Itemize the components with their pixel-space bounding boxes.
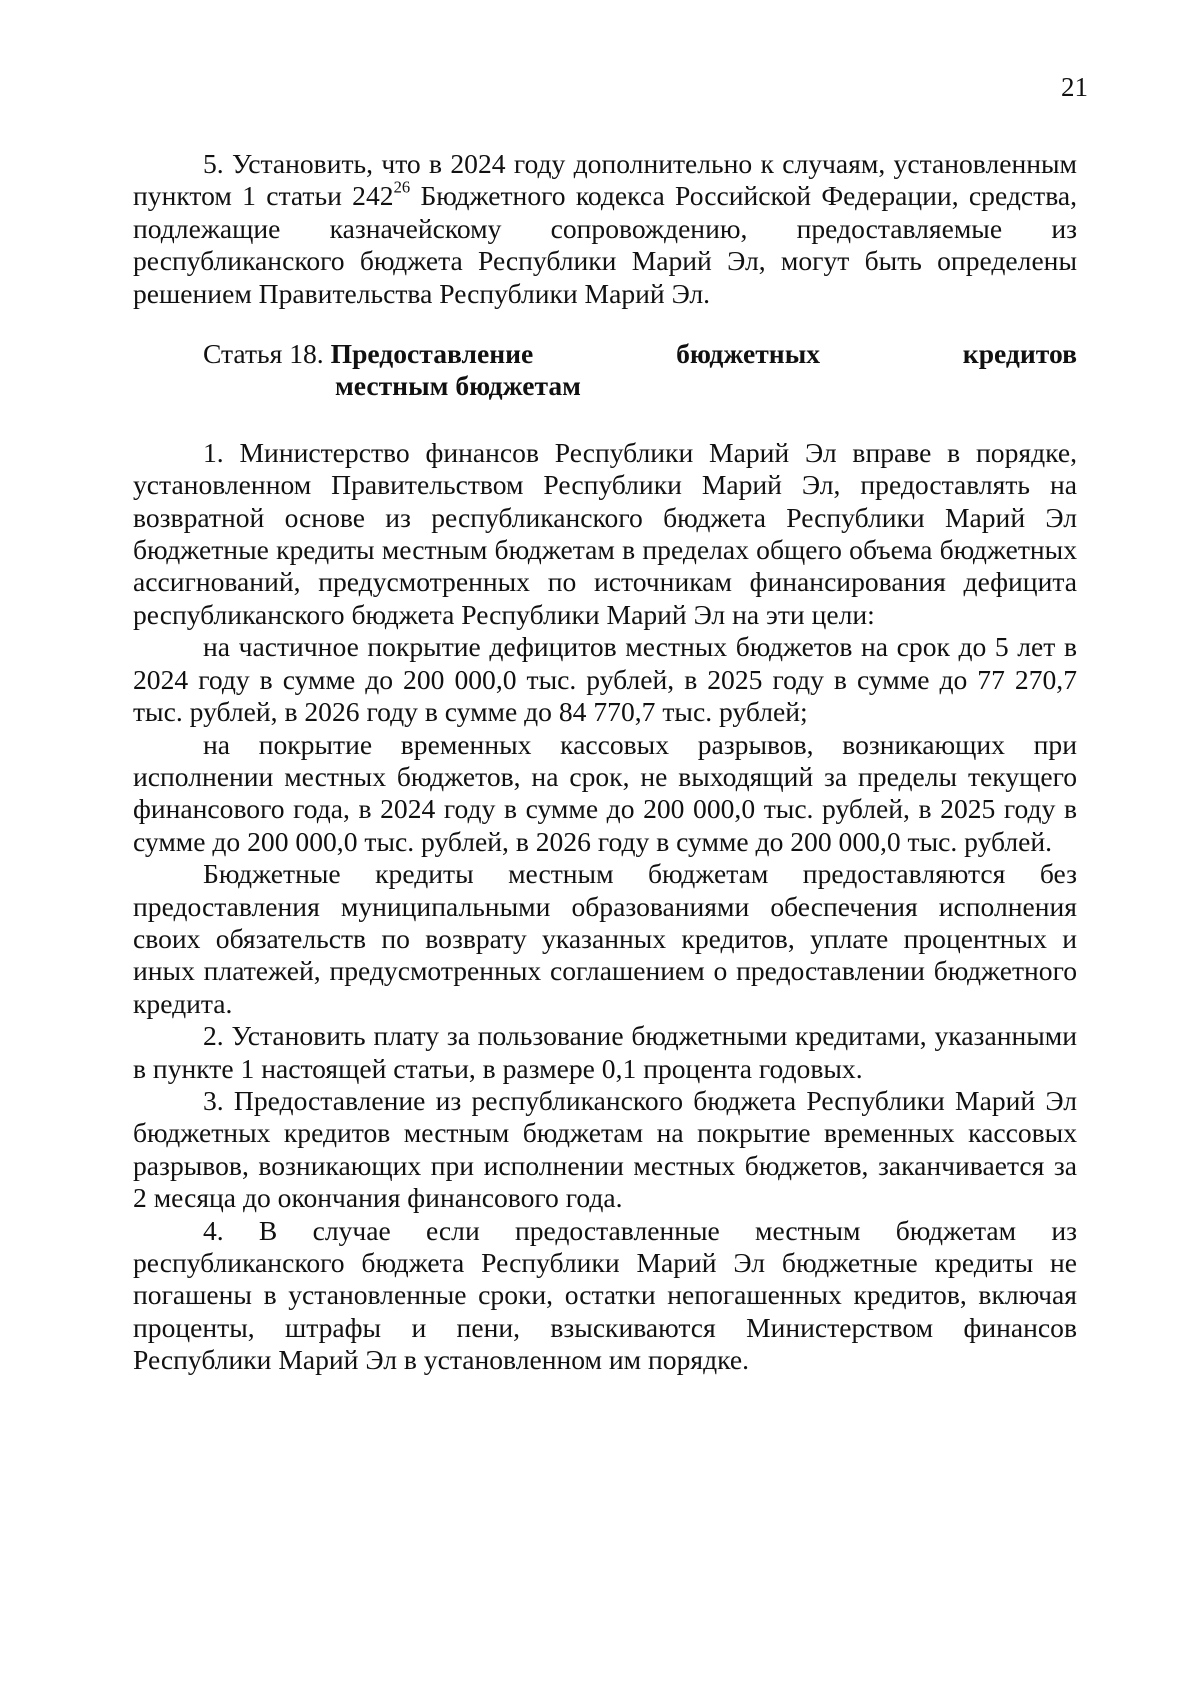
paragraph-2: 2. Установить плату за пользование бюджетными кредитами, указанными в пункте 1 настоящей статьи, в размере 0,1 процента годовых. (133, 1020, 1077, 1084)
paragraph-cash-gaps: на покрытие временных кассовых разрывов, возникающих при исполнении местных бюджетов, на срок, не выходящий за пределы текущего финансового года, в 2024 году в сумме до 200 000,0 тыс. рублей, в 2025 году в сумме до 200 000,0 тыс. рублей, в 2026 году в сумме до 200 000,0 тыс. рублей. (133, 728, 1077, 857)
page-number: 21 (1061, 72, 1088, 102)
article-heading-left (203, 338, 533, 370)
article-heading-line-1 (133, 338, 1077, 370)
article-title-word-1: Предоставление (330, 338, 534, 370)
paragraph-5 (133, 148, 1077, 310)
paragraph-no-collateral: Бюджетные кредиты местным бюджетам предоставляются без предоставления муниципальными образованиями обеспечения исполнения своих обязательств по возврату указанных кредитов, уплате процентных и иных платежей, предусмотренных соглашением о предоставлении бюджетного кредита. (133, 858, 1077, 1019)
article-superscript: 26 (393, 178, 411, 197)
article-number: Статья 18. (203, 338, 324, 370)
article-heading (133, 338, 1077, 403)
document-body (133, 148, 1077, 1377)
paragraph-4: 4. В случае если предоставленные местным бюджетам из республиканского бюджета Республики Марий Эл бюджетные кредиты не погашены в установленные сроки, остатки непогашенных кредитов, включая проценты, штрафы и пени, взыскиваются Министерством финансов Республики Марий Эл в установленном им порядке. (133, 1214, 1077, 1376)
article-title-line-2: местным бюджетам (335, 370, 581, 402)
paragraph-1: 1. Министерство финансов Республики Марий Эл вправе в порядке, установленном Правительством Республики Марий Эл, предоставлять на возвратной основе из республиканского бюджета Республики Марий Эл бюджетные кредиты местным бюджетам в пределах общего объема бюджетных ассигнований, предусмотренных по источникам финансирования дефицита республиканского бюджета Республики Марий Эл на эти цели: (133, 436, 1077, 630)
paragraph-5-text-end: Бюджетного кодекса Российской Федерации, средства, подлежащие казначейскому сопровождению, предоставляемые из республиканского бюджета Республики Марий Эл, могут быть определены решением Правительства Республики Марий Эл. (133, 180, 1078, 309)
paragraph-3: 3. Предоставление из республиканского бюджета Республики Марий Эл бюджетных кредитов местным бюджетам на покрытие временных кассовых разрывов, возникающих при исполнении местных бюджетов, заканчивается за 2 месяца до окончания финансового года. (133, 1084, 1077, 1214)
article-title-word-2: бюджетных (676, 338, 821, 370)
paragraph-deficit-coverage: на частичное покрытие дефицитов местных бюджетов на срок до 5 лет в 2024 году в сумме до 200 000,0 тыс. рублей, в 2025 году в сумме до 77 270,7 тыс. рублей, в 2026 году в сумме до 84 770,7 тыс. рублей; (133, 631, 1077, 728)
paragraph-5-text-start: 5. Установить, что в 2024 году дополнительно к случаям, установленным пунктом 1 статьи 242 (133, 148, 1077, 212)
article-title-word-3: кредитов (962, 338, 1077, 370)
